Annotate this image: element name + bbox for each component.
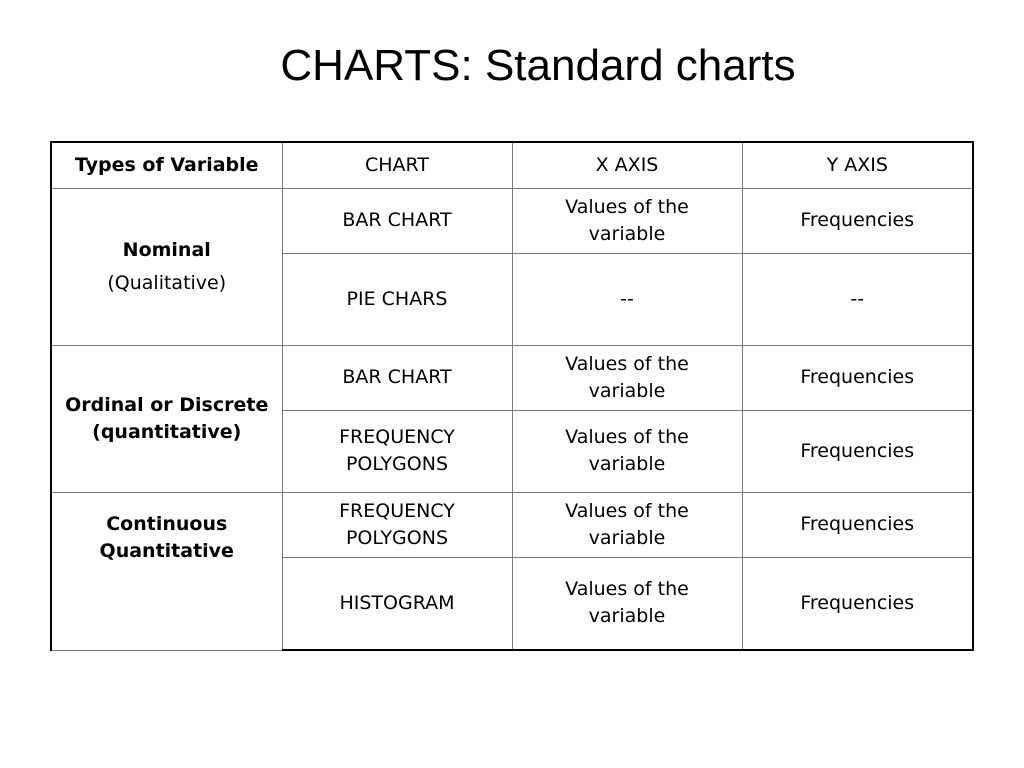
category-sublabel: Quantitative <box>99 539 234 562</box>
chart-label: FREQUENCY <box>339 499 455 522</box>
x-axis-label: variable <box>588 453 666 475</box>
table-row <box>51 492 973 557</box>
x-axis-label: Values of the <box>565 578 689 601</box>
chart-cell <box>282 253 512 345</box>
y-axis-cell: -- <box>742 253 973 345</box>
chart-cell <box>282 345 512 410</box>
x-axis-label: variable <box>588 379 666 402</box>
header-types-of-variable: Types of Variable <box>51 142 282 188</box>
category-label: Ordinal or Discrete <box>65 393 269 416</box>
chart-cell <box>282 188 512 253</box>
table-row <box>51 345 973 410</box>
x-axis-cell <box>512 492 742 557</box>
x-axis-label: Values of the <box>565 195 689 218</box>
chart-label: BAR CHART <box>342 209 452 231</box>
category-sublabel: (quantitative) <box>92 420 242 443</box>
category-cell-ordinal <box>51 345 282 492</box>
chart-label: HISTOGRAM <box>339 591 455 614</box>
x-axis-label: -- <box>620 287 634 310</box>
header-x-axis: X AXIS <box>512 142 742 188</box>
chart-label: PIE CHARS <box>346 287 448 310</box>
table-header-row <box>51 142 973 188</box>
x-axis-cell <box>512 557 742 650</box>
category-label: Nominal <box>122 238 211 261</box>
chart-label: POLYGONS <box>345 453 449 475</box>
y-axis-cell: Frequencies <box>742 410 973 492</box>
header-chart: CHART <box>282 142 512 188</box>
x-axis-cell <box>512 410 742 492</box>
x-axis-label: Values of the <box>565 499 689 522</box>
x-axis-label: variable <box>588 526 666 549</box>
table-row <box>51 188 973 253</box>
chart-cell <box>282 410 512 492</box>
chart-label: POLYGONS <box>345 526 449 549</box>
slide-title: CHARTS: Standard charts <box>280 41 796 90</box>
x-axis-label: Values of the <box>565 426 689 448</box>
x-axis-cell <box>512 188 742 253</box>
y-axis-cell: Frequencies <box>742 492 973 557</box>
x-axis-cell <box>512 345 742 410</box>
chart-cell <box>282 492 512 557</box>
chart-label: FREQUENCY <box>339 426 455 448</box>
category-cell-continuous <box>51 492 282 650</box>
header-y-axis: Y AXIS <box>742 142 973 188</box>
chart-types-table <box>50 141 974 651</box>
category-label: Continuous <box>106 512 228 535</box>
x-axis-label: Values of the <box>565 352 689 375</box>
y-axis-cell: Frequencies <box>742 188 973 253</box>
x-axis-cell <box>512 253 742 345</box>
y-axis-cell: Frequencies <box>742 345 973 410</box>
x-axis-label: variable <box>588 605 666 628</box>
chart-label: BAR CHART <box>342 366 452 388</box>
category-cell-nominal <box>51 188 282 345</box>
x-axis-label: variable <box>588 222 666 245</box>
chart-cell <box>282 557 512 650</box>
category-sublabel: (Qualitative) <box>107 271 227 294</box>
y-axis-cell: Frequencies <box>742 557 973 650</box>
